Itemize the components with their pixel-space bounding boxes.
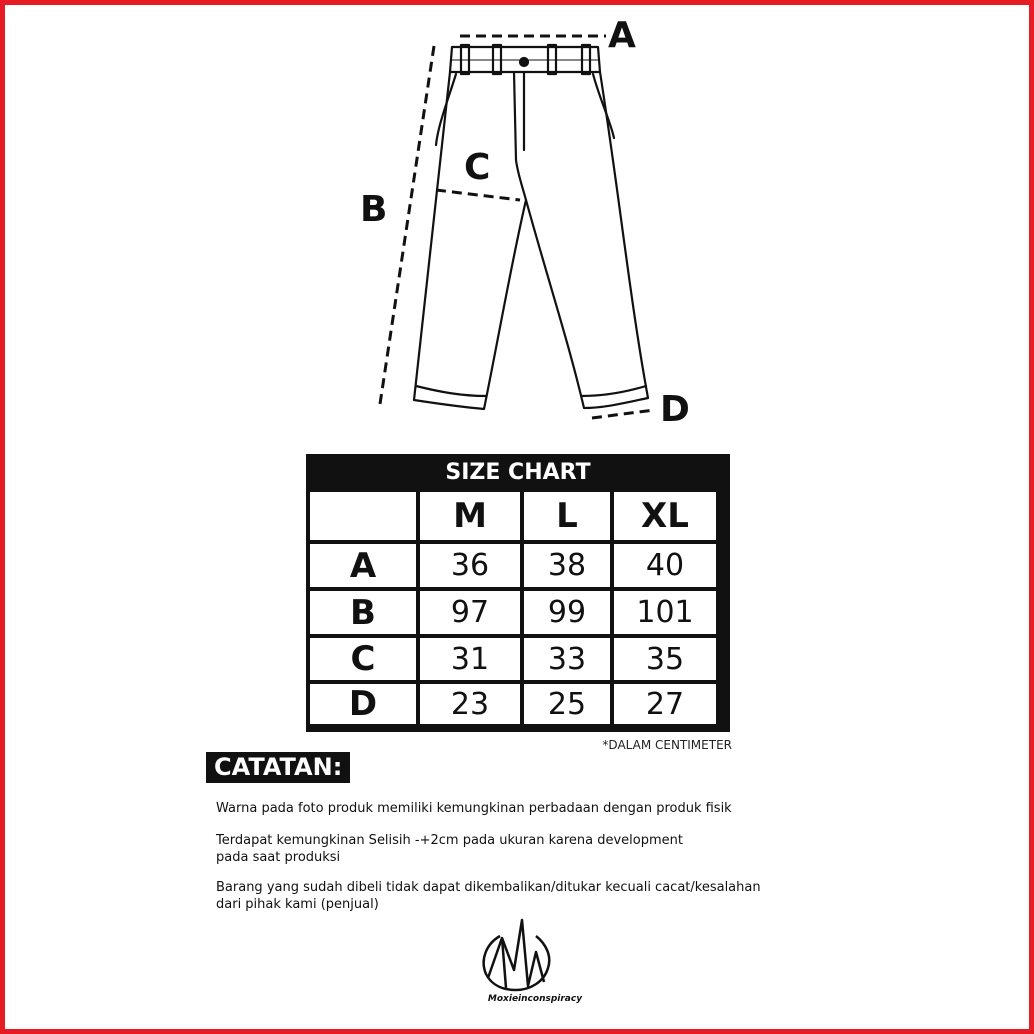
cell-b-l: 99 <box>524 591 610 634</box>
size-chart-grid <box>310 492 726 728</box>
cell-d-l: 25 <box>524 684 610 724</box>
cell-a-m: 36 <box>420 544 520 587</box>
note-line: dari pihak kami (penjual) <box>216 897 379 912</box>
brand-logo-icon <box>478 912 552 994</box>
cell-d-xl: 27 <box>614 684 716 724</box>
header-cell-l: L <box>524 492 610 540</box>
header-cell-empty <box>310 492 416 540</box>
cell-d-m: 23 <box>420 684 520 724</box>
note-line: Terdapat kemungkinan Selisih -+2cm pada ukuran karena development <box>216 833 683 848</box>
trousers-outline <box>414 45 648 409</box>
diagram-label-c: C <box>464 147 491 188</box>
cell-a-xl: 40 <box>614 544 716 587</box>
measurement-lines <box>380 36 654 418</box>
brand-name: Moxieinconspiracy <box>487 994 583 1004</box>
cell-b-xl: 101 <box>614 591 716 634</box>
diagram-label-a: A <box>608 15 636 56</box>
measure-line-c <box>436 190 520 200</box>
unit-note: *DALAM CENTIMETER <box>602 738 732 752</box>
size-chart-title: SIZE CHART <box>445 460 591 485</box>
trousers-measurement-diagram <box>0 0 1034 450</box>
note-line: Warna pada foto produk memiliki kemungkinan perbadaan dengan produk fisik <box>216 801 732 816</box>
size-chart-table <box>306 454 730 732</box>
diagram-label-b: B <box>360 189 388 230</box>
note-item <box>216 832 856 866</box>
note-line: Barang yang sudah dibeli tidak dapat dikembalikan/ditukar kecuali cacat/kesalahan <box>216 880 761 895</box>
diagram-label-d: D <box>660 389 690 430</box>
notes-title: CATATAN: <box>206 752 350 783</box>
note-item <box>216 800 856 817</box>
header-cell-m: M <box>420 492 520 540</box>
row-label-a: A <box>310 544 416 587</box>
row-label-c: C <box>310 638 416 680</box>
cell-a-l: 38 <box>524 544 610 587</box>
cell-b-m: 97 <box>420 591 520 634</box>
row-label-b: B <box>310 591 416 634</box>
cell-c-l: 33 <box>524 638 610 680</box>
measure-line-d <box>592 410 654 418</box>
measure-line-b <box>380 46 434 404</box>
note-item <box>216 879 856 913</box>
row-label-d: D <box>310 684 416 724</box>
cell-c-m: 31 <box>420 638 520 680</box>
header-cell-xl: XL <box>614 492 716 540</box>
note-line: pada saat produksi <box>216 850 341 865</box>
cell-c-xl: 35 <box>614 638 716 680</box>
